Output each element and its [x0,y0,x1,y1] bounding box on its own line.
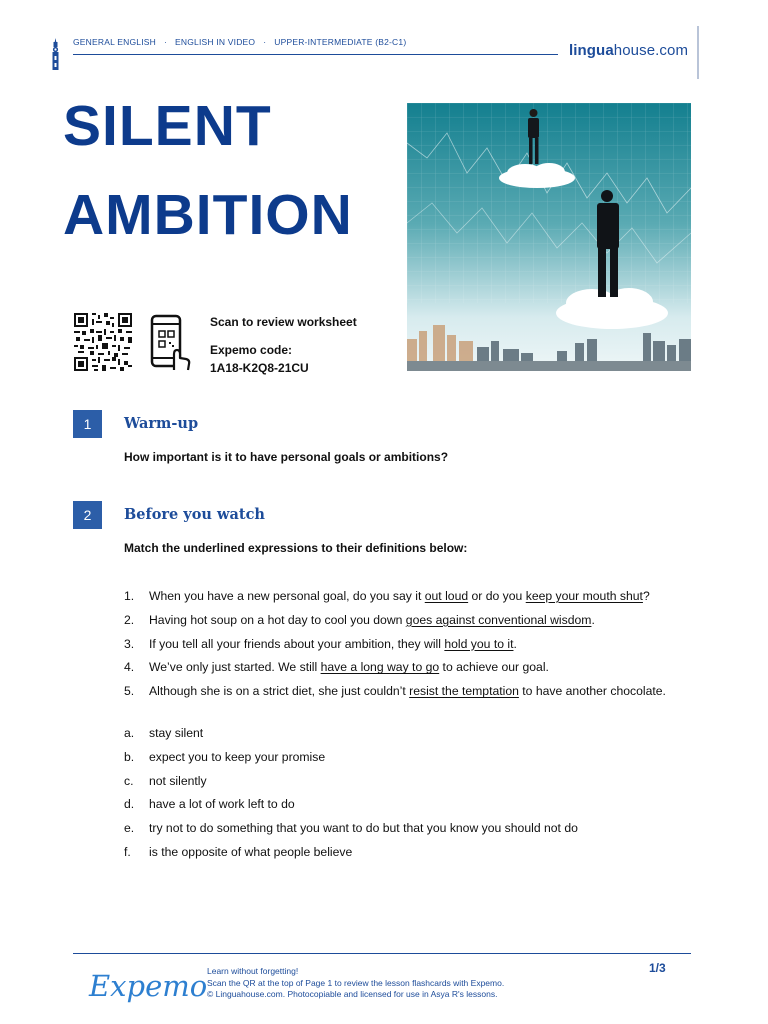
list-item [124,797,578,821]
scan-info [210,313,357,377]
section-title-warm-up: Warm-up [124,415,199,432]
brand-logo [569,42,688,59]
brand-logo-rest: house.com [613,42,689,59]
sentence-text: When you have a new personal goal, do you say it [149,589,425,603]
definition-text: is the opposite of what people believe [149,844,353,859]
section-number-1: 1 [73,410,102,438]
sentence-text: . [591,612,595,627]
underlined-expression: out loud [424,589,469,603]
hero-image [407,103,691,371]
sentence-text: or do you [468,589,526,603]
definition-text: expect you to keep your promise [149,749,326,764]
list-item [124,750,578,774]
breadcrumb-item: ENGLISH IN VIDEO [175,37,256,47]
sentence-text: If you tell all your friends about your ambition, they will [149,636,445,651]
breadcrumb-separator: · [164,37,168,47]
brand-logo-bold: lingua [569,42,614,59]
breadcrumb-separator: · [263,37,267,47]
sentence-text: We’ve only just started. We still [149,660,321,675]
big-ben-tower-icon [50,38,61,70]
item-number: 5. [124,684,135,699]
item-letter: e. [124,821,135,836]
phone-scan-icon [150,314,192,372]
breadcrumb [73,37,406,47]
sentence-list [124,589,666,708]
underlined-expression: keep your mouth shut [525,589,643,603]
definition-text: not silently [149,773,207,788]
breadcrumb-item: UPPER-INTERMEDIATE (B2-C1) [274,37,407,47]
footer-line-3: © Linguahouse.com. Photocopiable and licensed for use in Asya R's lessons. [207,989,498,999]
footer-text [207,966,504,1001]
sentence-text: to achieve our goal. [439,660,549,675]
item-number: 2. [124,612,135,627]
expemo-logo [89,964,208,1008]
list-item [124,821,578,845]
breadcrumb-item: GENERAL ENGLISH [73,37,156,47]
footer-divider [73,953,691,954]
list-item [124,613,666,637]
list-item [124,774,578,798]
section-number-2: 2 [73,501,102,529]
footer-line-2: Scan the QR at the top of Page 1 to review the lesson flashcards with Expemo. [207,977,505,988]
item-number: 4. [124,660,135,675]
header-divider [73,54,558,55]
qr-code-icon [73,313,133,371]
item-number: 3. [124,636,135,651]
underlined-expression: have a long way to go [320,660,440,675]
item-letter: f. [124,844,131,859]
header-side-bar [697,26,699,79]
definition-text: stay silent [149,726,204,740]
list-item [124,726,578,750]
section-title-before-you-watch: Before you watch [124,506,265,523]
expemo-code-value: 1A18-K2Q8-21CU [210,361,309,375]
item-letter: c. [124,773,134,788]
sentence-text: . [513,636,517,651]
item-number: 1. [124,589,135,603]
sentence-text: Although she is on a strict diet, she just couldn’t [149,684,410,699]
definition-text: try not to do something that you want to do but that you know you should not do [149,821,578,836]
underlined-expression: goes against conventional wisdom [405,612,592,627]
definition-text: have a lot of work left to do [149,797,295,812]
page-number: 1/3 [649,961,666,975]
list-item [124,684,666,708]
list-item [124,845,578,869]
section-prompt-before-you-watch: Match the underlined expressions to their definitions below: [124,541,468,555]
item-letter: b. [124,749,135,764]
footer-line-1: Learn without forgetting! [207,966,299,976]
list-item [124,589,666,613]
expemo-logo-text: Expemo [89,969,208,1003]
page-title-line-1: SILENT [63,94,272,158]
list-item [124,637,666,661]
item-letter: d. [124,797,135,812]
sentence-text: Having hot soup on a hot day to cool you down [149,612,406,627]
list-item [124,660,666,684]
sentence-text: to have another chocolate. [518,684,666,699]
expemo-code-label: Expemo code: [210,343,293,357]
sentence-text: ? [642,589,650,603]
item-letter: a. [124,726,135,740]
page-title-line-2: AMBITION [63,183,353,247]
underlined-expression: hold you to it [444,636,514,651]
underlined-expression: resist the temptation [409,684,519,699]
section-prompt-warm-up: How important is it to have personal goals or ambitions? [124,450,449,464]
scan-caption: Scan to review worksheet [210,315,357,329]
definition-list [124,726,578,869]
